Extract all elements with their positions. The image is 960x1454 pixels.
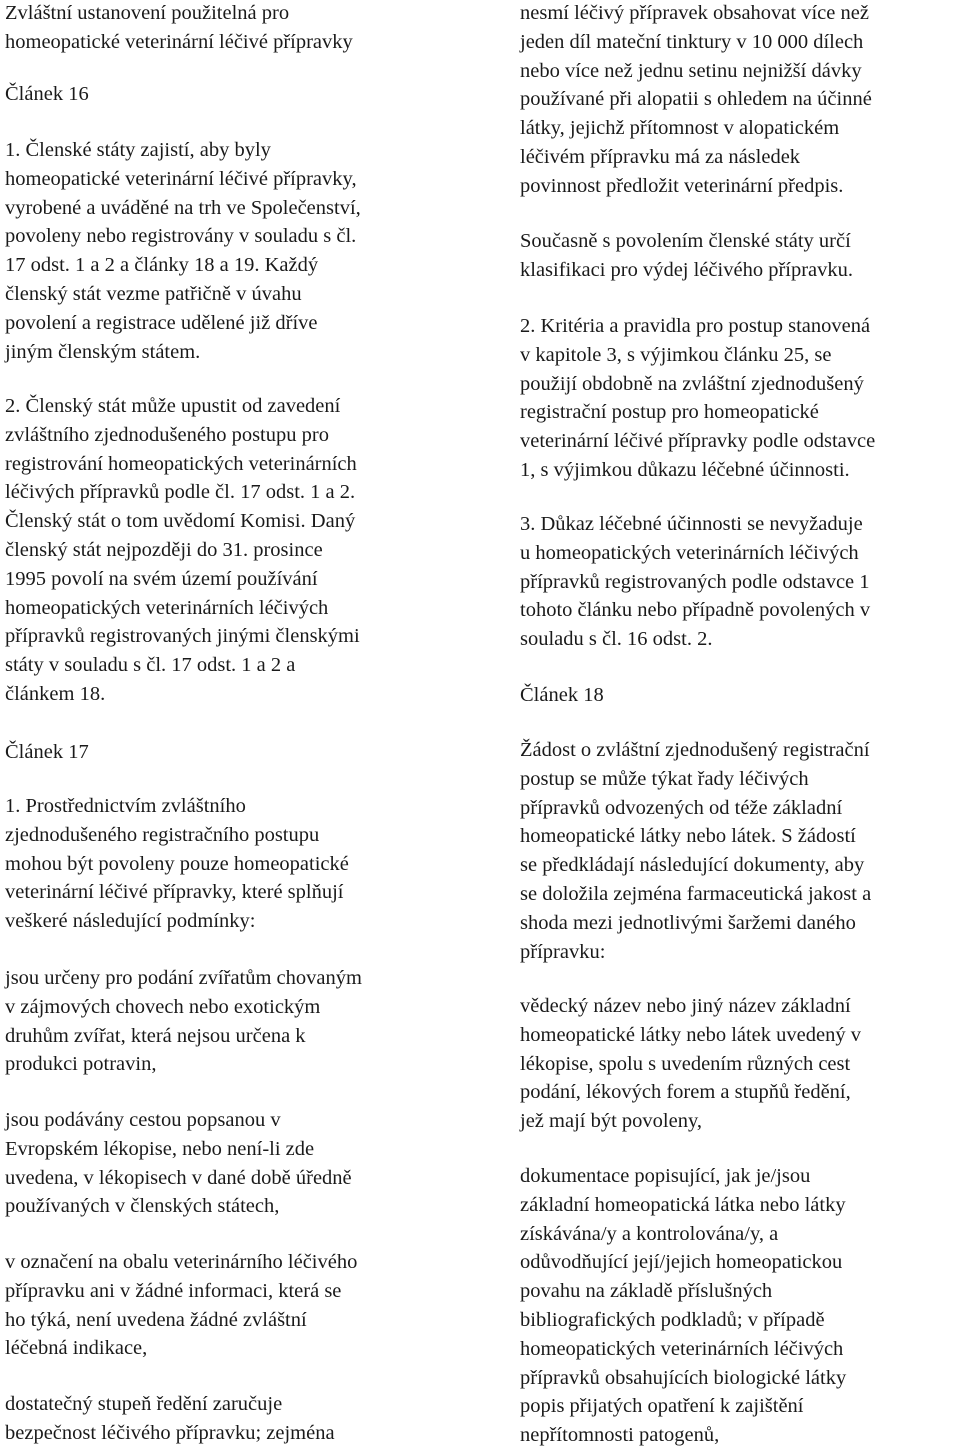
condition-item-4-continued: nesmí léčivý přípravek obsahovat více než jeden díl mateční tinktury v 10 000 dílech nebo více než jednu setinu nejnižší dávky používané při alopatii s ohledem na účinné látky, jejichž přítomnost v alopatickém léčivém přípravku má za následek povinnost předložit veterinární předpis. — [520, 2, 872, 197]
document-item-1: vědecký název nebo jiný název základní homeopatické látky nebo látek uvedený v lékopise, spolu s uvedením různých cest podání, lékových forem a stupňů ředění, jež mají být povoleny, — [520, 995, 861, 1133]
article-16-title: Článek 16 — [5, 83, 89, 105]
document-item-2: dokumentace popisující, jak je/jsou základní homeopatická látka nebo látky získávána/y a kontrolována/y, a odůvodňující její/jejich homeopatickou povahu na základě příslušných bibliografických podkladů; v případě homeopatických veterinárních léčivých přípravků obsahujících biologické látky popis přijatých opatření k zajištění nepřítomnosti patogenů, — [520, 1165, 847, 1447]
condition-item-2: jsou podávány cestou popsanou v Evropském lékopise, nebo není-li zde uvedena, v lékopisech v dané době úředně používaných v členských státech, — [5, 1109, 352, 1218]
condition-item-1: jsou určeny pro podání zvířatům chovaným v zájmových chovech nebo exotickým druhům zvířat, která nejsou určena k produkci potravin, — [5, 967, 362, 1076]
article-17-paragraph-3: 3. Důkaz léčebné účinnosti se nevyžaduje u homeopatických veterinárních léčivých přípravků registrovaných podle odstavce 1 tohoto článku nebo případně povolených v souladu s čl. 16 odst. 2. — [520, 513, 871, 651]
condition-item-3: v označení na obalu veterinárního léčivého přípravku ani v žádné informaci, která se ho týká, není uvedena žádné zvláštní léčebná indikace, — [5, 1251, 358, 1360]
article-18-title: Článek 18 — [520, 684, 604, 706]
article-17-paragraph-2: 2. Kritéria a pravidla pro postup stanovená v kapitole 3, s výjimkou článku 25, se použijí obdobně na zvláštní zjednodušený registrační postup pro homeopatické veterinární léčivé přípravky podle odstavce 1, s výjimkou důkazu léčebné účinnosti. — [520, 315, 876, 481]
classification-paragraph: Současně s povolením členské státy určí klasifikaci pro výdej léčivého přípravku. — [520, 230, 854, 281]
section-heading: Zvláštní ustanovení použitelná pro homeopatické veterinární léčivé přípravky — [5, 2, 353, 53]
article-17-paragraph-1: 1. Prostřednictvím zvláštního zjednodušeného registračního postupu mohou být povoleny pouze homeopatické veterinární léčivé přípravky, které splňují veškeré následující podmínky: — [5, 795, 349, 933]
condition-item-4: dostatečný stupeň ředění zaručuje bezpečnost léčivého přípravku; zejména — [5, 1393, 335, 1444]
article-18-intro: Žádost o zvláštní zjednodušený registrační postup se může týkat řady léčivých přípravků odvozených od téže základní homeopatické látky nebo látek. S žádostí se předkládají následující dokumenty, aby se doložila zejména farmaceutická jakost a shoda mezi jednotlivými šaržemi daného přípravku: — [520, 739, 872, 963]
article-16-paragraph-1: 1. Členské státy zajistí, aby byly homeopatické veterinární léčivé přípravky, vyrobené a uváděné na trh ve Společenství, povoleny nebo registrovány v souladu s čl. 17 odst. 1 a 2 a články 18 a 19. Každý členský stát vezme patřičně v úvahu povolení a registrace udělené již dříve jiným členským státem. — [5, 139, 361, 363]
article-16-paragraph-2: 2. Členský stát může upustit od zavedení zvláštního zjednodušeného postupu pro registrování homeopatických veterinárních léčivých přípravků podle čl. 17 odst. 1 a 2. Členský stát o tom uvědomí Komisi. Daný členský stát nejpozději do 31. prosince 1995 povolí na svém území používání homeopatických veterinárních léčivých přípravků registrovaných jinými členskými státy v souladu s čl. 17 odst. 1 a 2 a článkem 18. — [5, 395, 360, 705]
article-17-title: Článek 17 — [5, 741, 89, 763]
